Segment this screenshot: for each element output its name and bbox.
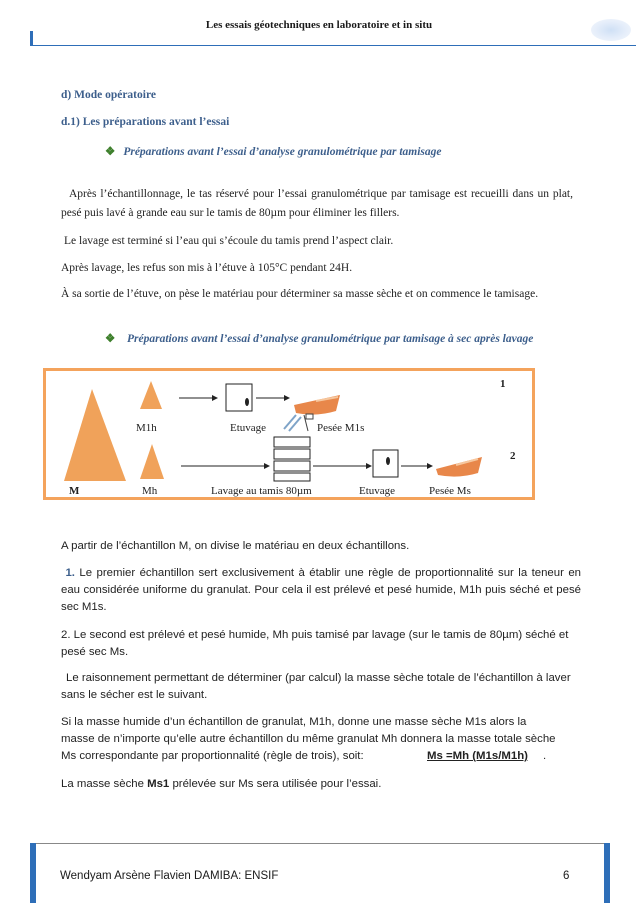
paragraph-premier-echantillon: [61, 565, 581, 616]
header-left-bar: [30, 31, 33, 46]
arrow-head: [427, 463, 433, 469]
label-m1h: M1h: [136, 422, 157, 434]
paragraph-line: masse de n’importe qu’elle autre échantillon du même granulat Mh donnera la masse totale sèche: [61, 733, 556, 745]
oven-knob: [386, 457, 390, 465]
paragraph-echantillonnage: Après l’échantillonnage, le tas réservé pour l’essai granulométrique par tamisage est recueilli dans un plat, pesé puis lavé à grande eau sur le tamis de 80µm pour éliminer les fillers.: [61, 188, 573, 219]
sample-m-triangle: [64, 389, 126, 481]
formula-period: .: [543, 750, 547, 762]
arrow-head: [284, 395, 290, 401]
bullet-tamisage-sec: [105, 331, 575, 348]
paragraph-lavage: Le lavage est terminé si l’eau qui s’écoule du tamis prend l’aspect clair.: [64, 235, 394, 247]
sieve-icon: [274, 437, 310, 447]
sieve-icon: [274, 473, 310, 481]
footer-rule: [30, 843, 610, 844]
sieve-icon: [274, 449, 310, 459]
row-number-2: 2: [510, 450, 516, 462]
label-pesee-m1s: Pesée M1s: [317, 422, 365, 434]
scale-tray: [306, 414, 313, 419]
paragraph-line-text: Ms correspondante par proportionnalité (règle de trois), soit:: [61, 750, 364, 762]
heading-mode-operatoire: d) Mode opératoire: [61, 89, 156, 101]
label-pesee-ms: Pesée Ms: [429, 485, 471, 497]
list-number: 1.: [65, 567, 75, 579]
paragraph-sortie-etuve: À sa sortie de l’étuve, on pèse le matériau pour déterminer sa masse sèche et on commence le tamisage.: [61, 288, 539, 300]
label-lavage-tamis: Lavage au tamis 80µm: [211, 485, 312, 497]
footer-left-bar: [30, 843, 36, 903]
paragraph-text: prélevée sur Ms sera utilisée pour l’essai.: [169, 778, 382, 790]
sample-mh-triangle: [140, 444, 164, 479]
paragraph-masse-seche: [61, 776, 581, 793]
arrow-head: [264, 463, 270, 469]
procedure-diagram: [43, 368, 535, 500]
sample-m1h-triangle: [140, 381, 162, 409]
paragraph-text: Le premier échantillon sert exclusivement à établir une règle de proportionnalité sur la teneur en eau considérée uniforme du granulat. Pour cela il est prélevé et pesé humide, M1h puis séché et pesé sec M1s.: [61, 567, 582, 613]
paragraph-line: Si la masse humide d’un échantillon de granulat, M1h, donne une masse sèche M1s alors la: [61, 716, 527, 728]
arrow-head: [366, 463, 372, 469]
spatula-icon: [284, 415, 296, 429]
label-mh: Mh: [142, 485, 158, 497]
arrow-head: [212, 395, 218, 401]
ms1-term: Ms1: [147, 778, 170, 790]
label-m: M: [69, 485, 80, 497]
paragraph-proportionnalite: [61, 714, 581, 765]
procedure-diagram-graphics: [46, 371, 532, 497]
formula: Ms =Mh (M1s/M1h): [427, 750, 528, 762]
row-number-1: 1: [500, 378, 506, 390]
oven-icon: [226, 384, 252, 411]
page-header-title: Les essais géotechniques en laboratoire et in situ: [205, 19, 433, 31]
footer-right-bar: [604, 843, 610, 903]
paragraph-raisonnement: Le raisonnement permettant de déterminer (par calcul) la masse sèche totale de l’échantillon à laver sans le sécher est le suivant.: [61, 672, 571, 701]
oven-knob: [245, 398, 249, 406]
paragraph-line: [61, 748, 581, 765]
paragraph-text: La masse sèche: [61, 778, 148, 790]
heading-preparations: d.1) Les préparations avant l’essai: [61, 116, 230, 128]
oven-icon: [373, 450, 398, 477]
footer-author: Wendyam Arsène Flavien DAMIBA: ENSIF: [60, 870, 279, 882]
paragraph-second-echantillon: 2. Le second est prélevé et pesé humide, Mh puis tamisé par lavage (sur le tamis de 80µm) séché et pesé sec Ms.: [61, 629, 569, 658]
page-number: 6: [563, 870, 570, 882]
bullet-text: Préparations avant l’essai d’analyse granulométrique par tamisage: [123, 146, 442, 158]
bullet-text: Préparations avant l’essai d’analyse granulométrique par tamisage à sec après lavage: [127, 333, 534, 345]
paragraph-etuve: Après lavage, les refus son mis à l’étuve à 105°C pendant 24H.: [61, 262, 353, 274]
header-rule: [30, 45, 636, 46]
sieve-icon: [274, 461, 310, 471]
diamond-bullet-icon: ❖: [105, 146, 116, 158]
header-decoration: [591, 19, 631, 41]
label-etuvage-1: Etuvage: [230, 422, 267, 434]
label-etuvage-2: Etuvage: [359, 485, 396, 497]
bullet-preparations-tamisage: [105, 144, 442, 158]
diamond-bullet-icon: ❖: [105, 333, 116, 345]
paragraph-division: A partir de l’échantillon M, on divise le matériau en deux échantillons.: [61, 540, 410, 552]
spatula-icon: [289, 417, 301, 431]
